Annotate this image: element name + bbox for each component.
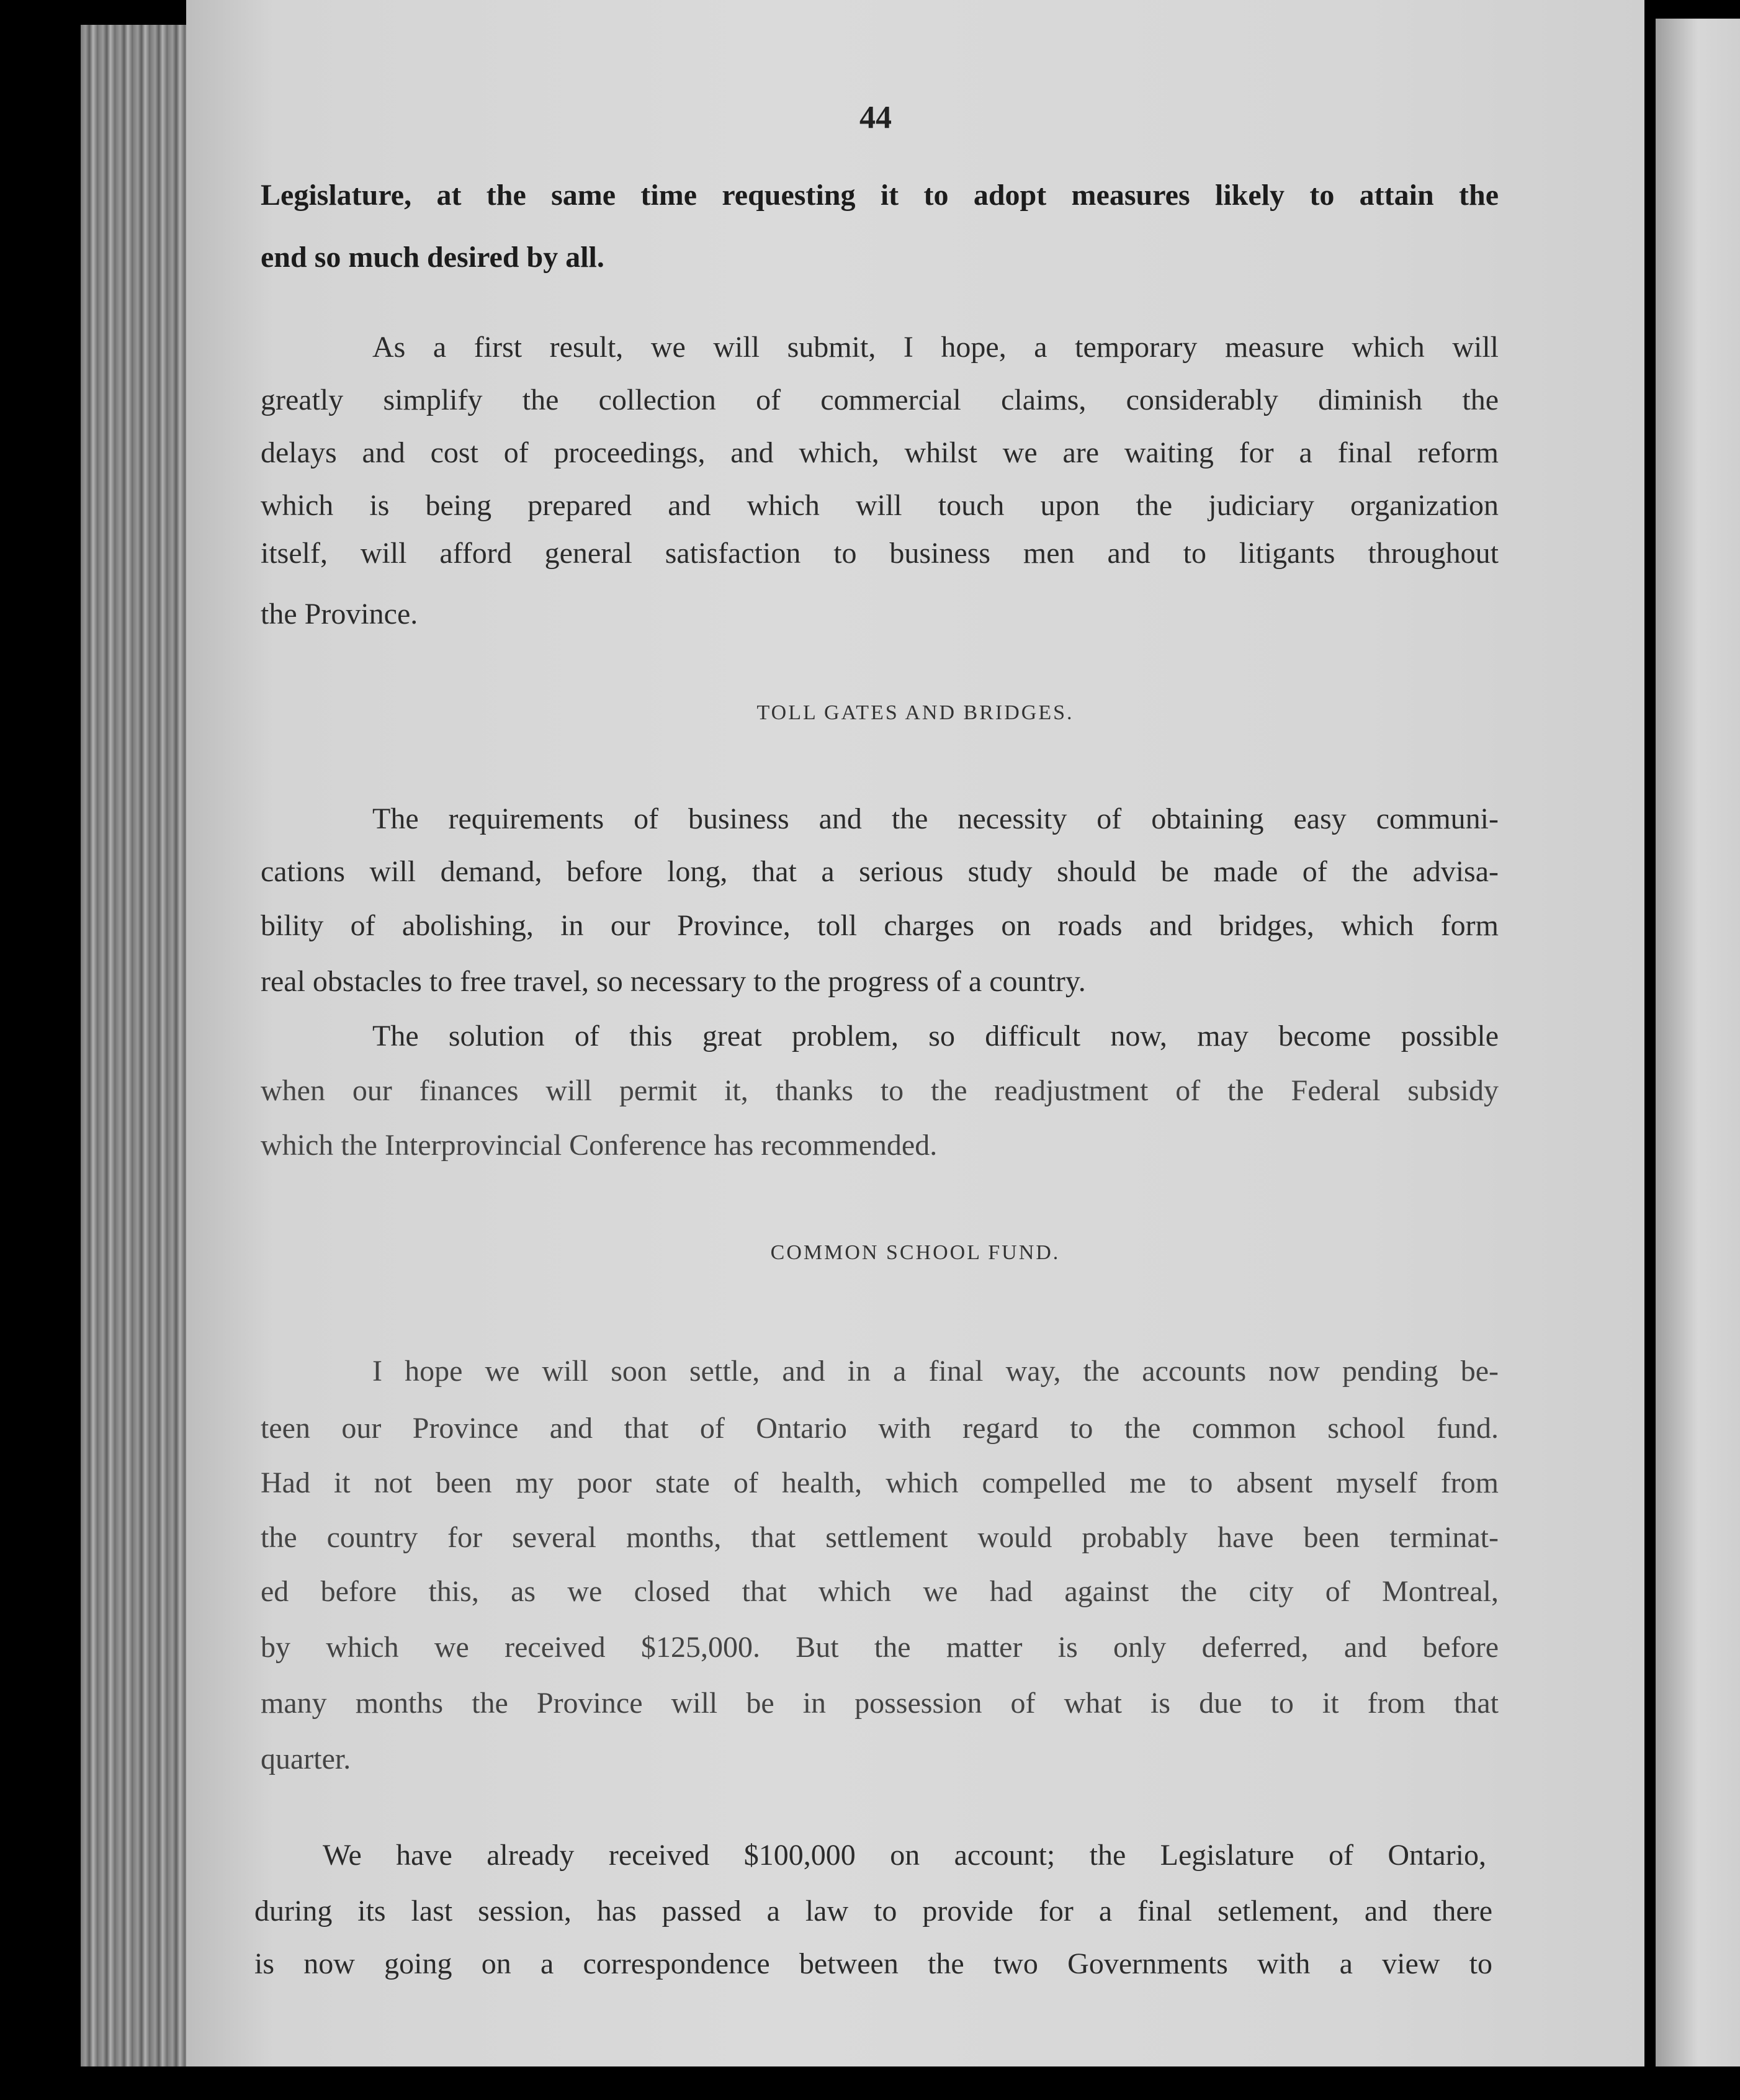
text-line: by which we received $125,000. But the matter is only deferred, and before <box>261 1631 1499 1664</box>
text-line: The solution of this great problem, so difficult now, may become possible <box>372 1020 1499 1052</box>
text-line: quarter. <box>261 1743 351 1775</box>
text-line: itself, will afford general satisfaction to business men and to litigants throughout <box>261 537 1499 570</box>
text-line: the Province. <box>261 598 418 630</box>
text-line: end so much desired by all. <box>261 241 604 274</box>
page-number: 44 <box>859 100 892 135</box>
text-line: when our finances will permit it, thanks to the readjustment of the Federal subsidy <box>261 1074 1499 1107</box>
text-line: cations will demand, before long, that a serious study should be made of the advisa- <box>261 855 1499 888</box>
text-line: The requirements of business and the necessity of obtaining easy communi- <box>372 802 1499 835</box>
text-line: during its last session, has passed a law to provide for a final setlement, and there <box>254 1895 1492 1927</box>
section-heading: COMMON SCHOOL FUND. <box>770 1241 1061 1264</box>
page-edges <box>81 25 192 2066</box>
text-line: real obstacles to free travel, so necessary to the progress of a country. <box>261 965 1086 998</box>
text-line: ed before this, as we closed that which we had against the city of Montreal, <box>261 1575 1499 1608</box>
text-line: greatly simplify the collection of commercial claims, considerably diminish the <box>261 384 1499 416</box>
page-gutter <box>1644 0 1654 2100</box>
text-line: is now going on a correspondence between the two Governments with a view to <box>254 1947 1492 1980</box>
text-line: the country for several months, that settlement would probably have been terminat- <box>261 1521 1499 1554</box>
text-line: Had it not been my poor state of health, which compelled me to absent myself from <box>261 1466 1499 1499</box>
section-heading: TOLL GATES AND BRIDGES. <box>756 701 1074 724</box>
text-line: which the Interprovincial Conference has recommended. <box>261 1129 938 1162</box>
text-line: delays and cost of proceedings, and which, whilst we are waiting for a final reform <box>261 436 1499 469</box>
text-line: teen our Province and that of Ontario with regard to the common school fund. <box>261 1412 1499 1445</box>
text-line: Legislature, at the same time requesting it to adopt measures likely to attain the <box>261 179 1499 212</box>
text-line: bility of abolishing, in our Province, toll charges on roads and bridges, which form <box>261 909 1499 942</box>
text-line: As a first result, we will submit, I hope, a temporary measure which will <box>372 331 1499 364</box>
text-line: which is being prepared and which will touch upon the judiciary organization <box>261 489 1499 522</box>
text-line: We have already received $100,000 on account; the Legislature of Ontario, <box>323 1839 1486 1872</box>
adjacent-page-edge <box>1656 19 1740 2066</box>
text-line: I hope we will soon settle, and in a final way, the accounts now pending be- <box>372 1355 1499 1388</box>
text-line: many months the Province will be in possession of what is due to it from that <box>261 1687 1499 1720</box>
